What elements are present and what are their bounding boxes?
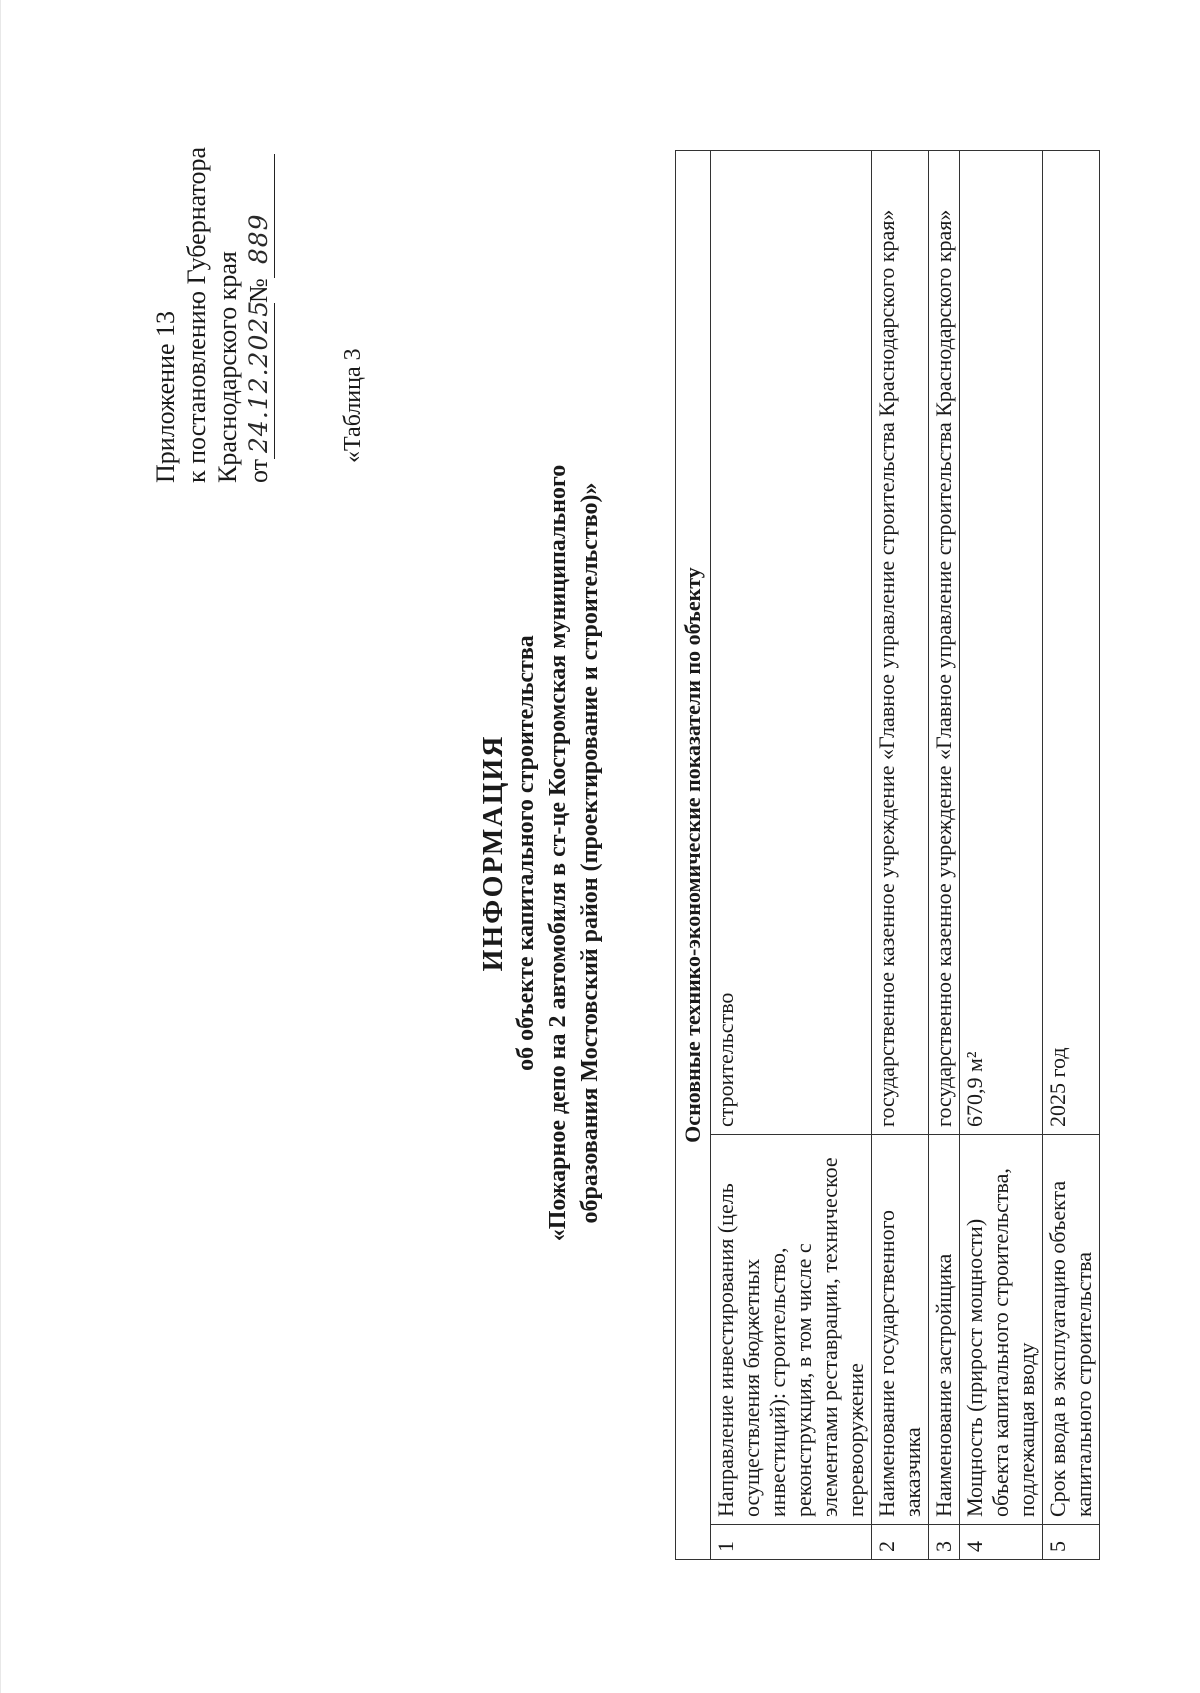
row-number: 1 bbox=[711, 1525, 872, 1560]
row-parameter: Мощность (прирост мощности) объекта капитального строительства, подлежащая вводу bbox=[960, 1135, 1043, 1525]
row-number: 4 bbox=[960, 1525, 1043, 1560]
table-header-row bbox=[676, 151, 711, 1560]
date-prefix: от bbox=[244, 458, 273, 483]
row-number: 5 bbox=[1043, 1525, 1100, 1560]
heading-main: ИНФОРМАЦИЯ bbox=[478, 734, 509, 972]
row-value: 2025 год bbox=[1043, 151, 1100, 1135]
row-parameter: Наименование застройщика bbox=[929, 1135, 960, 1525]
table-label: «Таблица 3 bbox=[340, 348, 366, 463]
row-number: 2 bbox=[872, 1525, 929, 1560]
table-row bbox=[872, 151, 929, 1560]
table-row bbox=[711, 151, 872, 1560]
row-number: 3 bbox=[929, 1525, 960, 1560]
handwritten-date: 24.12.2025 bbox=[243, 303, 275, 459]
document-heading bbox=[478, 213, 606, 1493]
appendix-line-2: к постановлению Губернатора bbox=[182, 146, 211, 483]
heading-sub: об объекте капитального строительства bbox=[513, 635, 539, 1071]
row-value: государственное казенное учреждение «Главное управление строительства Краснодарского края» bbox=[872, 151, 929, 1135]
table-row bbox=[1043, 151, 1100, 1560]
indicators-table bbox=[675, 150, 1100, 1560]
row-value: 670,9 м² bbox=[960, 151, 1043, 1135]
heading-object-line-1: «Пожарное депо на 2 автомобиля в ст-це Костромская муниципального bbox=[545, 464, 571, 1242]
appendix-line-3: Краснодарского края bbox=[213, 251, 242, 483]
row-value: строительство bbox=[711, 151, 872, 1135]
appendix-block bbox=[150, 147, 275, 483]
row-value: государственное казенное учреждение «Главное управление строительства Краснодарского края» bbox=[929, 151, 960, 1135]
table-row bbox=[960, 151, 1043, 1560]
number-prefix: № bbox=[244, 278, 273, 303]
heading-object-line-2: образования Мостовский район (проектирование и строительство)» bbox=[577, 482, 603, 1224]
row-parameter: Наименование государственного заказчика bbox=[872, 1135, 929, 1525]
table-row bbox=[929, 151, 960, 1560]
appendix-line-1: Приложение 13 bbox=[151, 310, 180, 483]
handwritten-number: 889 bbox=[243, 154, 275, 278]
row-parameter: Срок ввода в эксплуатацию объекта капитального строительства bbox=[1043, 1135, 1100, 1525]
appendix-date-line bbox=[243, 147, 275, 483]
row-parameter: Направление инвестирования (цель осуществления бюджетных инвестиций): строительство, реконструкция, в том числе с элементами реставрации, техническое перевооружение bbox=[711, 1135, 872, 1525]
table-header: Основные технико-экономические показатели по объекту bbox=[676, 151, 711, 1560]
